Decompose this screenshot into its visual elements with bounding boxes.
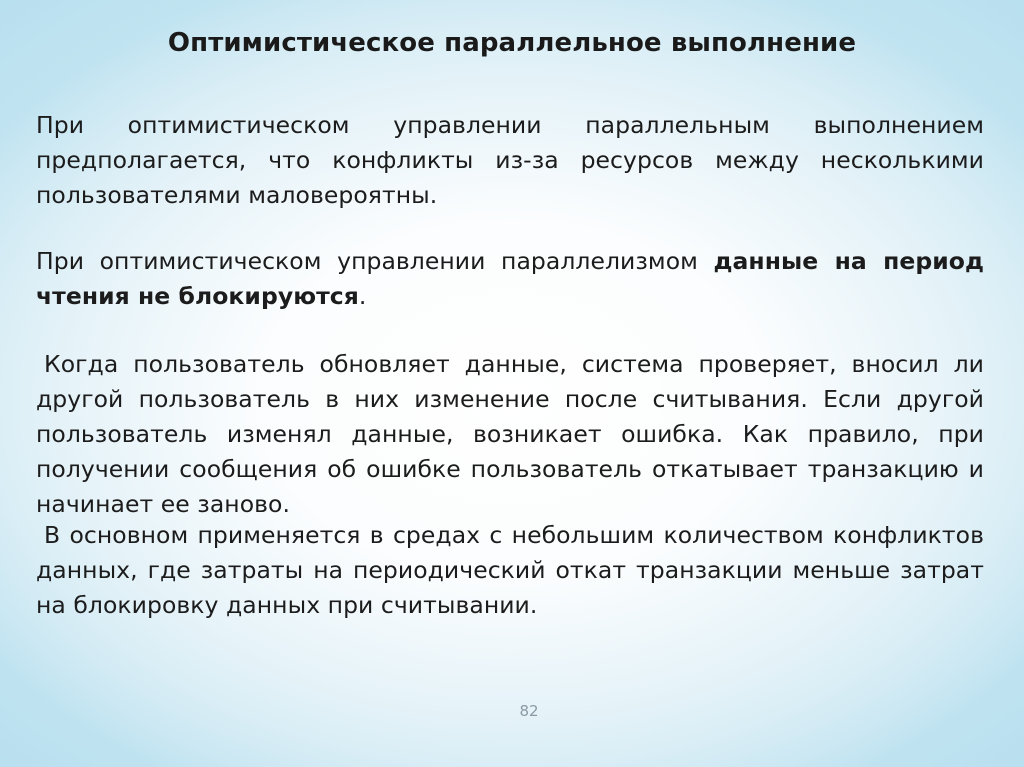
paragraph-2-bold-text: данные на период чтения не блокируются xyxy=(36,247,985,310)
paragraph-2-end: . xyxy=(358,282,367,310)
paragraph-1: При оптимистическом управлении параллельным выполнением предполагается, что конфликты из-за ресурсов между несколькими пользователями маловероятны. xyxy=(36,111,984,209)
paragraph-3 xyxy=(36,347,984,522)
paragraph-4 xyxy=(36,518,984,623)
slide-title: Оптимистическое параллельное выполнение xyxy=(167,28,857,58)
paragraph-4-text: В основном применяется в средах с небольшим количеством конфликтов данных, где затраты на периодический откат транзакции меньше затрат на блокировку данных при считывании. xyxy=(36,521,984,619)
paragraph-3-text: Когда пользователь обновляет данные, система проверяет, вносил ли другой пользователь в них изменение после считывания. Если другой пользователь изменял данные, возникает ошибка. Как правило, при получении сообщения об ошибке пользователь откатывает транзакцию и начинает ее заново. xyxy=(36,350,984,518)
paragraph-2 xyxy=(36,244,984,314)
paragraph-2-text: При оптимистическом управлении параллелизмом xyxy=(36,247,714,275)
page-number: 82 xyxy=(519,702,539,720)
